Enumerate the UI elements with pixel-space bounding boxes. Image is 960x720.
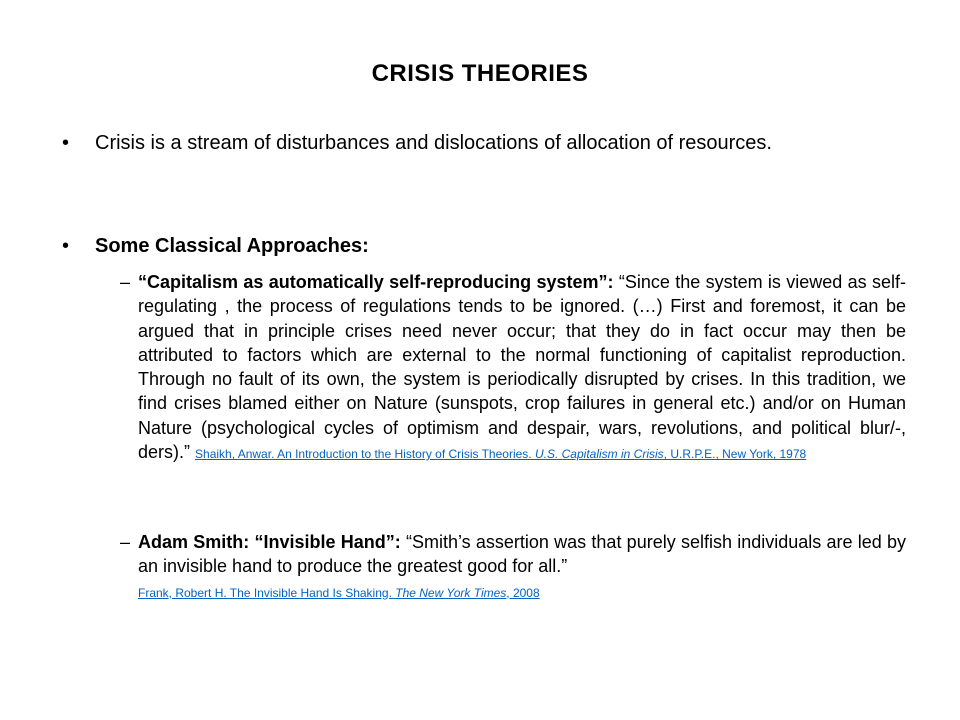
sub-quote: “Since the system is viewed as self-regulating , the process of regulations tends to be ignored. (…) First and foremost, it can be argued that in principle crises need never occur; that they do in fact occur may then be attributed to factors which are external to the normal functioning of capitalist reproduction. Through no fault of its own, the system is periodically disrupted by crises. In this tradition, we find crises blamed either on Nature (sunspots, crop failures in general etc.) and/or on Human Nature (psychological cycles of optimism and despair, wars, revolutions, and political blur/-, ders).” [138, 272, 906, 463]
reference-link-shaikh[interactable] [195, 447, 806, 461]
bullet-crisis-definition [62, 130, 904, 157]
reference-link-frank[interactable] [138, 586, 540, 600]
bullet-classical-approaches [62, 233, 904, 260]
bullet-dot: • [62, 132, 70, 154]
ref-italic: The New York Times [395, 585, 507, 600]
sub-item-adam-smith [120, 530, 906, 603]
sub-text [138, 530, 906, 603]
ref-italic: U.S. Capitalism in Crisis [534, 447, 664, 462]
ref-post: , U.R.P.E., New York, 1978 [663, 447, 807, 462]
bullet-text: Some Classical Approaches: [95, 235, 369, 257]
ref-pre: Shaikh, Anwar. An Introduction to the History of Crisis Theories. [195, 447, 535, 462]
sub-lead: “Capitalism as automatically self-reproducing system”: [138, 272, 614, 292]
slide-title: CRISIS THEORIES [371, 60, 589, 87]
sub-text [138, 270, 906, 464]
ref-post: , 2008 [506, 585, 540, 600]
sub-item-capitalism [120, 270, 906, 464]
bullet-text: Crisis is a stream of disturbances and dislocations of allocation of resources. [95, 132, 772, 154]
ref-pre: Frank, Robert H. The Invisible Hand Is Shaking. [138, 585, 396, 600]
sub-quote: “Smith’s assertion was that purely selfish individuals are led by an invisible hand to produce the greatest good for all.” [138, 532, 907, 577]
bullet-dot: • [62, 235, 70, 257]
sub-dash: – [120, 272, 131, 292]
sub-lead: Adam Smith: “Invisible Hand”: [138, 532, 401, 552]
sub-dash: – [120, 532, 131, 552]
